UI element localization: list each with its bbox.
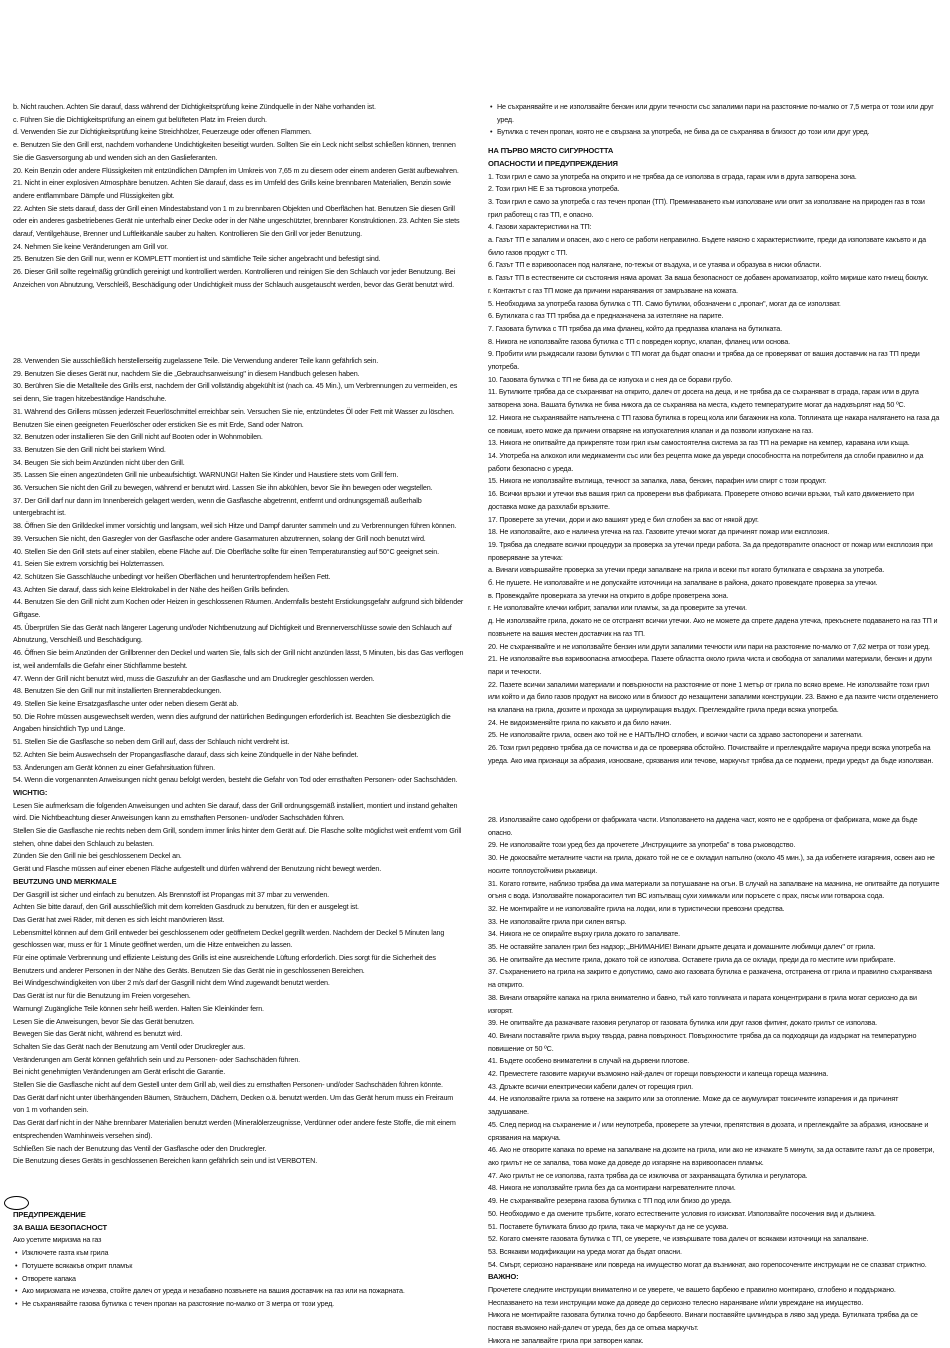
instruction-item: 36. Versuchen Sie nicht den Grill zu bewegen, während er benutzt wird. Lassen Sie ihn abkühlen, bevor Sie ihn bewegen oder wegstellen. bbox=[13, 483, 433, 493]
instruction-item: 31. Während des Grillens müssen jederzeit Feuerlöschmittel erreichbar sein. Versuchen Sie nie, entzündetes Öl oder Fett mit Wasser zu löschen. Benutzen Sie einen geeigneten Feuerlöscher oder ersticken Sie es mit Erde, Sand oder Natron. bbox=[13, 406, 455, 429]
instruction-item: 21. Nicht in einer explosiven Atmosphäre benutzen. Achten Sie darauf, dass es im Umfeld des Grills keine brennbaren Materialien, Benzin sowie andere entflammbare Dämpfe und Flüssigkeiten gibt. bbox=[13, 178, 451, 200]
instruction-item: 20. Не съхранявайте и не използвайте бензин или други запалими течности или пари на разстояние по-малко от 7,62 метра от този уред. bbox=[488, 641, 930, 651]
instruction-item: 21. Не използвайте във взривоопасна атмосфера. Пазете областта около грила чиста и свободна от запалими материали, бензин и други пари и течности. bbox=[488, 654, 932, 676]
instruction-item: 43. Achten Sie darauf, dass sich keine Elektrokabel in der Nähe des heißen Grills befinden. bbox=[13, 584, 290, 594]
instruction-item: 39. Не опитвайте да разкачвате газовия регулатор от газовата бутилка или друг газов фитинг, докато грилът се използва. bbox=[488, 1018, 878, 1028]
instruction-item: 25. Не използвайте грила, освен ако той не е НАПЪЛНО сглобен, и всички части са здраво застопорени и затегнати. bbox=[488, 730, 863, 740]
instruction-item: в. Газът ТП в естествените си състояния няма аромат. За ваша безопасност се добавен ароматизатор, който мирише като гниещ боклук. bbox=[488, 273, 929, 283]
instruction-item: 53. Änderungen am Gerät können zu einer Gefahrsituation führen. bbox=[13, 762, 215, 772]
benutzung-item: Das Gerät ist nur für die Benutzung im Freien vorgesehen. bbox=[13, 991, 191, 1001]
instruction-item: г. Контактът с газ ТП може да причини наранявания от замръзване на кожата. bbox=[488, 285, 738, 295]
safety-heading: ЗА ВАША БЕЗОПАСНОСТ bbox=[13, 1222, 107, 1232]
benutzung-item: Stellen Sie die Gasflasche nicht auf dem Gestell unter dem Grill ab, weil dies zu ernsthaften Personen- und/oder Sachschäden führen könnte. bbox=[13, 1080, 443, 1090]
instruction-item: 35. Не оставяйте запален грил без надзор;.„ВНИМАНИЕ! Винаги дръжте децата и домашните любимци далеч" от грила. bbox=[488, 942, 876, 952]
instruction-item: а. Газът ТП е запалим и опасен, ако с него се работи неправилно. Бъдете наясно с характеристиките, преди да използвате какъвто и да било газов продукт с ТП. bbox=[488, 235, 926, 257]
right-column-block-2 bbox=[488, 814, 940, 1348]
instruction-item: 2. Този грил НЕ Е за търговска употреба. bbox=[488, 184, 620, 194]
warning-heading: ПРЕДУПРЕЖДЕНИЕ bbox=[13, 1210, 86, 1219]
instruction-item: 44. Не използвайте грила за готвене на закрито или за отопление. Може да се акумулират токсичните изпарения и да причинят задушаване. bbox=[488, 1094, 899, 1117]
instruction-item: e. Benutzen Sie den Grill erst, nachdem vorhandene Undichtigkeiten beseitigt wurden. Sollten Sie ein Leck nicht selbst schließen können, trennen Sie die Gasversorgung ab und wenden sich an den Gaslieferanten. bbox=[13, 140, 456, 162]
instruction-item: 45. Überprüfen Sie das Gerät nach längerer Lagerung und/oder Nichtbenutzung auf Dichtigkeit und Brennerverschlüsse sowie den Schlauch auf Abnutzung, Verschleiß und Beschädigung. bbox=[13, 622, 452, 645]
instruction-item: 54. Смърт, сериозно нараняване или повреда на имущество могат да възникнат, ако горепосочените инструкции не се спазват стриктно. bbox=[488, 1259, 927, 1269]
benutzung-item: Warnung! Zugängliche Teile können sehr heiß werden. Halten Sie Kleinkinder fern. bbox=[13, 1003, 264, 1013]
instruction-item: 41. Seien Sie extrem vorsichtig bei Holzterrassen. bbox=[13, 559, 165, 569]
instruction-item: 1. Този грил е само за употреба на открито и не трябва да се използва в сграда, гараж или в друга затворена зона. bbox=[488, 171, 857, 181]
benutzung-item: Das Gerät darf nicht in der Nähe brennbarer Materialien benutzt werden (Mineralölerzeugnisse, Verdünner oder andere feste Stoffe, die mit einem entsprechenden Warnhinweis versehen sind). bbox=[13, 1118, 456, 1140]
instruction-item: 19. Трябва да следвате всички процедури за проверка за утечки преди работа. За да предотвратите опасност от пожар или експлозия при проверяване за утечка: bbox=[488, 539, 933, 562]
instruction-item: 40. Stellen Sie den Grill stets auf einer stabilen, ebene Fläche auf. Die Oberfläche sollte für einen Temperaturanstieg auf 50°C geeignet sein. bbox=[13, 546, 439, 556]
instruction-item: 30. Berühren Sie die Metallteile des Grills erst, nachdem der Grill vollständig abgekühlt ist (nach ca. 45 Min.), um Verbrennungen zu vermeiden, es sei denn, Sie tragen hitzebeständige Handschuhe. bbox=[13, 381, 458, 404]
instruction-item: 15. Никога не използвайте въглища, течност за запалка, лава, бензин, парафин или спирт с този продукт. bbox=[488, 476, 827, 486]
instruction-item: 32. Benutzen oder installieren Sie den Grill nicht auf Booten oder in Wohnmobilen. bbox=[13, 432, 263, 442]
instruction-item: д. Не използвайте грила, докато не се отстранят всички утечки. Ако не можете да спрете дадена утечка, прекъснете подаването на газ ТП и позвънете на вашия местен доставчик на газ ТП. bbox=[488, 616, 938, 638]
bullet-item: • Бутилка с течен пропан, която не е свързана за употреба, не бива да се съхранява в близост до този или друг уред. bbox=[488, 126, 940, 139]
benutzung-item: Das Gerät darf nicht unter überhängenden Bäumen, Sträuchern, Dächern, Decken o.ä. benutzt werden. Um das Gerät herum muss ein Freiraum von 1 m vorhanden sein. bbox=[13, 1092, 454, 1115]
instruction-item: 16. Всички връзки и утечки във вашия грил са проверени във фабриката. Проверете отново всички връзки, тъй като движението при доставка може да разхлаби връзките. bbox=[488, 489, 914, 511]
instruction-item: а. Винаги извършвайте проверка за утечки преди запалване на грила и всеки път когато бутилката е свързана за употреба. bbox=[488, 565, 885, 575]
instruction-item: 30. Не докосвайте металните части на грила, докато той не се е охладил напълно (около 45 мин.), за да избегнете изгаряния, освен ако не носите топлоустойчиви ръкавици. bbox=[488, 853, 935, 875]
bullet-item: • Ако миризмата не изчезва, стойте далеч от уреда и незабавно позвънете на вашия доставчик на газ или на пожарната. bbox=[13, 1285, 465, 1298]
benutzung-item: Die Benutzung dieses Geräts in geschlossenen Bereichen kann gefährlich sein und ist VERBOTEN. bbox=[13, 1156, 318, 1166]
instruction-item: 10. Газовата бутилка с ТП не бива да се изпуска и с нея да се борави грубо. bbox=[488, 374, 733, 384]
instruction-item: 54. Wenn die vorgenannten Anweisungen nicht genau befolgt werden, besteht die Gefahr von Tod oder ernsthaften Personen- oder Sachschäden. bbox=[13, 775, 458, 785]
instruction-item: 33. Не използвайте грила при силен вятър. bbox=[488, 916, 627, 926]
instruction-item: d. Verwenden Sie zur Dichtigkeitsprüfung keine Streichhölzer, Feuerzeuge oder offenen Flammen. bbox=[13, 127, 312, 137]
section-heading-benutzung: BEUTZUNG UND MERKMALE bbox=[13, 876, 117, 886]
bullet-item: • Отворете капака bbox=[13, 1273, 465, 1286]
instruction-item: 41. Бъдете особено внимателни в случай на дървени плотове. bbox=[488, 1056, 690, 1066]
section-heading-wichtig: WICHTIG: bbox=[13, 787, 48, 797]
instruction-item: 38. Öffnen Sie den Grilldeckel immer vorsichtig und langsam, weil sich Hitze und Dampf darunter sammeln und zu Verbrennungen führen können. bbox=[13, 521, 457, 531]
instruction-item: 29. Не използвайте този уред без да прочетете „Инструкциите за употреба" в това ръководство. bbox=[488, 840, 796, 850]
bullet-item: • Не съхранявайте газова бутилка с течен пропан на разстояние по-малко от 3 метра от този уред. bbox=[13, 1298, 465, 1311]
benutzung-item: Bewegen Sie das Gerät nicht, während es benutzt wird. bbox=[13, 1029, 183, 1039]
instruction-item: 49. Не съхранявайте резервна газова бутилка с ТП под или близо до уреда. bbox=[488, 1196, 732, 1206]
instruction-item: г. Не използвайте клечки кибрит, запалки или пламък, за да проверите за утечки. bbox=[488, 603, 747, 613]
wichtig-item: Zünden Sie den Grill nie bei geschlossenem Deckel an. bbox=[13, 851, 182, 861]
benutzung-item: Veränderungen am Gerät können gefährlich sein und zu Personen- oder Sachschäden führen. bbox=[13, 1054, 301, 1064]
instruction-item: 47. Wenn der Grill nicht benutzt wird, muss die Gaszufuhr an der Gasflasche und am Druckregler geschlossen werden. bbox=[13, 673, 375, 683]
instruction-item: 31. Когато готвите, наблизо трябва да има материали за потушаване на огън. В случай на запалване на мазнина, не опитвайте да потушите огъня с вода. Използвайте пожарогасител тип ВС изпълващ сухи химикали или поръсете с прах, пясък или готварска сода. bbox=[488, 878, 940, 901]
instruction-item: 52. Когато сменяте газовата бутилка с ТП, се уверете, че извършвате това далеч от всякакви източници на запалване. bbox=[488, 1234, 869, 1244]
instruction-item: 52. Achten Sie beim Auswechseln der Propangasflasche darauf, dass sich keine Zündquelle in der Nähe befindet. bbox=[13, 749, 359, 759]
instruction-item: 29. Benutzen Sie dieses Gerät nur, nachdem Sie die „Gebrauchsanweisung" in diesem Handbuch gelesen haben. bbox=[13, 368, 360, 378]
instruction-item: 22. Пазете всички запалими материали и повърхности на разстояние от поне 1 метър от грила по всяко време. Не използвайте този грил или който и да било газов продукт на високо или в близост до незащитени запалими конструкции. 23. Важно е да пазите чисти отделението на клапана на грила, дюзите и прохода за циркулиращия въздух. Преглеждайте грила преди всяка употреба. bbox=[488, 679, 938, 715]
instruction-item: 24. Не видоизменяйте грила по какъвто и да било начин. bbox=[488, 717, 672, 727]
instruction-item: 46. Ако не отворите капака по време на запалване на дюзите на грила, или ако не изчакате 5 минути, за да оставите газът да се проветри, ако грилът не се запалва, това може да доведе до изгаряне на взривоопасен пламък. bbox=[488, 1145, 935, 1167]
instruction-item: 6. Бутилката с газ ТП трябва да е предназначена за изтегляне на парите. bbox=[488, 311, 724, 321]
instruction-item: 28. Използвайте само одобрени от фабриката части. Използването на дадена част, която не е одобрена от фабриката, може да бъде опасно. bbox=[488, 815, 918, 837]
left-column-warning-section bbox=[13, 1209, 465, 1311]
benutzung-item: Lesen Sie die Anweisungen, bevor Sie das Gerät benutzen. bbox=[13, 1016, 195, 1026]
benutzung-item: Schließen Sie nach der Benutzung das Ventil der Gasflasche oder den Druckregler. bbox=[13, 1143, 267, 1153]
benutzung-item: Bei Windgeschwindigkeiten von über 2 m/s darf der Gasgrill nicht dem Wind zugewandt benutzt werden. bbox=[13, 978, 330, 988]
important-item: Никога не монтирайте газовата бутилка точно до барбекюто. Винаги поставяйте цилиндъра в ляво зад уреда. Бутилката трябва да се поставя възможно най-далеч от уреда, без да се опъва маркучът. bbox=[488, 1310, 918, 1333]
instruction-item: 51. Stellen Sie die Gasflasche so neben dem Grill auf, dass der Schlauch nicht verdreht ist. bbox=[13, 737, 290, 747]
instruction-item: 20. Kein Benzin oder andere Flüssigkeiten mit entzündlichen Dämpfen im Umkreis von 7,65 m zu diesem oder einem anderen Gerät aufbewahren. bbox=[13, 165, 459, 175]
instruction-item: 13. Никога не опитвайте да прикрепяте този грил към самостоятелна система за газ ТП на ремарке на кемпер, каравана или къща. bbox=[488, 438, 910, 448]
important-item: Прочетете следните инструкции внимателно и се уверете, че вашето барбекю е правилно монтирано, сглобено и поддържано. Неспазването на тези инструкции може да доведе до сериозно телесно нараняване и/или увреждане на имущество. bbox=[488, 1285, 896, 1307]
instruction-item: 37. Съхранението на грила на закрито е допустимо, само ако газовата бутилка е разкачена, отстранена от грила и правилно съхранявана на открито. bbox=[488, 967, 932, 990]
instruction-item: 5. Необходима за употреба газова бутилка с ТП. Само бутилки, обозначени с „пропан", могат да се използват. bbox=[488, 298, 841, 308]
instruction-item: 11. Бутилките трябва да се съхраняват на открито, далеч от досега на деца, и не трябва да се съхраняват в сграда, гараж или в друга затворена зона. Вашата бутилка не бива никога да се съхранява на места, където температурите могат да надхвърлят над 50 ºC. bbox=[488, 387, 919, 410]
instruction-item: 24. Nehmen Sie keine Veränderungen am Grill vor. bbox=[13, 241, 169, 251]
instruction-item: 48. Никога не използвайте грила без да са монтирани нагревателните плочи. bbox=[488, 1183, 736, 1193]
instruction-item: 39. Versuchen Sie nicht, den Gasregler von der Gasflasche oder andere Gasarmaturen abzutrennen, solang der Grill noch benutzt wird. bbox=[13, 533, 426, 543]
instruction-item: 14. Употреба на алкохол или медикаменти със или без рецепта може да увреди способността на потребителя да сглоби правилно и да работи безопасно с уреда. bbox=[488, 450, 924, 473]
benutzung-item: Für eine optimale Verbrennung und effiziente Leistung des Grills ist eine ausreichende Lüftung erforderlich. Dies sorgt für die Sicherheit des Benutzers und anderer Personen in der Nähe des Geräts. Benutzen Sie das Gerät nie in geschlossenen Bereichen. bbox=[13, 953, 436, 975]
instruction-item: 38. Винаги отваряйте капака на грила внимателно и бавно, тъй като топлината и парата концентрирани в грила могат сериозно да ви изгорят. bbox=[488, 992, 917, 1015]
instruction-item: 12. Никога не съхранявайте напълнена с ТП газова бутилка в горещ кола или багажник на кола. Топлината ще накара налягането на газа да се повиши, което може да причини отваряне на изпускателния клапан и да позволи изпускане на газ. bbox=[488, 412, 940, 435]
wichtig-item: Gerät und Flasche müssen auf einer ebenen Fläche aufgestellt und dürfen während der Benutzung nicht bewegt werden. bbox=[13, 864, 382, 874]
benutzung-item: Der Gasgrill ist sicher und einfach zu benutzen. Als Brennstoff ist Propangas mit 37 mbar zu verwenden. bbox=[13, 889, 330, 899]
right-column-block-1 bbox=[488, 101, 940, 768]
instruction-item: 4. Газови характеристики на ТП: bbox=[488, 222, 592, 232]
warning-oval-mark bbox=[4, 1196, 29, 1210]
instruction-item: 51. Поставете бутилката близо до грила, така че маркучът да не се усуква. bbox=[488, 1221, 729, 1231]
bullet-item: • Потушете всякакъв открит пламък bbox=[13, 1260, 465, 1273]
instruction-item: 17. Проверете за утечки, дори и ако вашият уред е бил сглобен за вас от някой друг. bbox=[488, 514, 759, 524]
instruction-item: 45. След период на съхранение и / или неупотреба, проверете за утечки, препятствия в дюзата, и преглеждайте за абразия, износване и срязвания на маркуча. bbox=[488, 1119, 929, 1142]
section-heading-safety-first: НА ПЪРВО МЯСТО СИГУРНОСТТА bbox=[488, 146, 614, 156]
bullet-item: • Изключете газта към грила bbox=[13, 1247, 465, 1260]
important-item: Никога не запалвайте грила при затворен капак. bbox=[488, 1335, 644, 1345]
instruction-item: b. Nicht rauchen. Achten Sie darauf, dass während der Dichtigkeitsprüfung keine Zündquelle in der Nähe vorhanden ist. bbox=[13, 102, 376, 111]
left-column-block-1 bbox=[13, 101, 465, 292]
gas-smell-intro: Ако усетите миризма на газ bbox=[13, 1235, 102, 1245]
wichtig-item: Lesen Sie aufmerksam die folgenden Anweisungen und achten Sie darauf, dass der Grill ordnungsgemäß installiert, montiert und instand gehalten wird. Die Nichtbeachtung dieser Anweisungen kann zu ernsthaften Personen- und/oder Sachschäden führen. bbox=[13, 800, 458, 823]
section-heading-dangers: ОПАСНОСТИ И ПРЕДУПРЕЖДЕНИЯ bbox=[488, 158, 618, 168]
instruction-item: 48. Benutzen Sie den Grill nur mit installierten Brennerabdeckungen. bbox=[13, 686, 222, 696]
benutzung-item: Achten Sie bitte darauf, den Grill ausschließlich mit dem korrekten Gasdruck zu benutzen, für den er ausgelegt ist. bbox=[13, 902, 359, 912]
benutzung-item: Lebensmittel können auf dem Grill entweder bei geschlossenem oder geöffnetem Deckel gegrillt werden. Nachdem der Deckel 5 Minuten lang geschlossen war, muss er für 1 Minute geöffnet werden, um die Hitze entweichen zu lassen. bbox=[13, 927, 445, 950]
instruction-item: 53. Всякакви модификации на уреда могат да бъдат опасни. bbox=[488, 1246, 682, 1256]
benutzung-item: Bei nicht genehmigten Veränderungen am Gerät erlischt die Garantie. bbox=[13, 1067, 226, 1077]
instruction-item: 22. Achten Sie stets darauf, dass der Grill einen Mindestabstand von 1 m zu brennbaren Objekten und Oberflächen hat. Benutzen Sie diesen Grill oder ein anderes gasbetriebenes Gerät nie unterhalb einer Decke oder in der Nähe ungeschützter, brennbarer Konstruktionen. 23. Achten Sie stets darauf, Ventilgehäuse, Brenner und Luftleitkanäle sauber zu halten. Kontrollieren Sie den Grill vor jeder Benutzung. bbox=[13, 203, 460, 239]
instruction-item: 43. Дръжте всички електрически кабели далеч от горещия грил. bbox=[488, 1081, 693, 1091]
instruction-item: 18. Не използвайте, ако е налична утечка на газ. Газовите утечки могат да причинят пожар или експлозия. bbox=[488, 527, 830, 537]
instruction-item: б. Газът ТП е взривоопасен под налягане, по-тежък от въздуха, и се утаява и образува в ниски области. bbox=[488, 260, 822, 270]
instruction-item: 35. Lassen Sie einen angezündeten Grill nie unbeaufsichtigt. WARNUNG! Halten Sie Kinder und Haustiere stets vom Grill fern. bbox=[13, 470, 399, 480]
instruction-item: 9. Пробити или ръждясали газови бутилки с ТП могат да бъдат опасни и трябва да се проверяват от вашия доставчик на газ ТП преди употреба. bbox=[488, 349, 920, 372]
instruction-item: 33. Benutzen Sie den Grill nicht bei starkem Wind. bbox=[13, 444, 166, 454]
instruction-item: 36. Не опитвайте да местите грила, докато той се използва. Оставете грила да се охлади, преди да го местите или прибирате. bbox=[488, 954, 896, 964]
instruction-item: 34. Никога не се опирайте върху грила докато го запалвате. bbox=[488, 929, 680, 939]
instruction-item: 34. Beugen Sie sich beim Anzünden nicht über den Grill. bbox=[13, 457, 185, 467]
instruction-item: 50. Необходимо е да смените тръбите, когато естествените условия го изискват. Използвайте посочения вид и дължина. bbox=[488, 1208, 876, 1218]
instruction-item: в. Провеждайте проверката за утечки на открито в добре проветрена зона. bbox=[488, 590, 729, 600]
wichtig-item: Stellen Sie die Gasflasche nie rechts neben dem Grill, sondern immer links hinter dem Gerät auf. Die Flasche sollte möglichst weit entfernt vom Grill stehen, ohne dabei den Schlauch zu belasten. bbox=[13, 826, 462, 848]
instruction-item: 46. Öffnen Sie beim Anzünden der Grillbrenner den Deckel und warten Sie, falls sich der Grill nicht anzünden lässt, 5 Minuten, bis das Gas verflogen ist, weil andernfalls die Gefahr einer Stichflamme besteht. bbox=[13, 648, 464, 670]
left-column-block-2 bbox=[13, 355, 465, 1168]
section-heading-important: ВАЖНО: bbox=[488, 1272, 519, 1282]
instruction-item: 7. Газовата бутилка с ТП трябва да има фланец, който да предпазва клапана на бутилката. bbox=[488, 323, 782, 333]
instruction-item: 47. Ако грилът не се използва, газта трябва да се изключва от захранващата бутилка и регулатора. bbox=[488, 1170, 808, 1180]
instruction-item: 49. Stellen Sie keine Ersatzgasflasche unter oder neben diesem Gerät ab. bbox=[13, 698, 239, 708]
instruction-item: 37. Der Grill darf nur dann im Innenbereich gelagert werden, wenn die Gasflasche abgetrennt, entfernt und ordnungsgemäß außerhalb untergebracht ist. bbox=[13, 495, 422, 518]
instruction-item: 42. Schützen Sie Gasschläuche unbedingt vor heißen Oberflächen und heruntertropfendem heißen Fett. bbox=[13, 571, 331, 581]
instruction-item: 32. Не монтирайте и не използвайте грила на лодки, или в туристически превозни средства. bbox=[488, 903, 785, 913]
instruction-item: 50. Die Rohre müssen ausgewechselt werden, wenn dies aufgrund der natürlichen Bedingungen erforderlich ist. Beachten Sie diesbezüglich die Angaben hinsichtlich Typ und Länge. bbox=[13, 711, 451, 734]
benutzung-item: Schalten Sie das Gerät nach der Benutzung am Ventil oder Druckregler aus. bbox=[13, 1041, 245, 1051]
benutzung-item: Das Gerät hat zwei Räder, mit denen es sich leicht manövrieren lässt. bbox=[13, 914, 225, 924]
bullet-item: • Не съхранявайте и не използвайте бензин или други течности със запалими пари на разстояние по-малко от 7,5 метра от този или друг уред. bbox=[488, 101, 940, 126]
instruction-item: 44. Benutzen Sie den Grill nicht zum Kochen oder Heizen in geschlossenen Räumen. Andernfalls besteht Erstickungsgefahr aufgrund sich bildender Giftgase. bbox=[13, 597, 464, 620]
instruction-item: 3. Този грил е само за употреба с газ течен пропан (ТП). Преминаването към използване или опит за използване на природен газ в този грил работещ с газ ТП, е опасно. bbox=[488, 196, 925, 219]
instruction-item: 8. Никога не използвайте газова бутилка с ТП с повреден корпус, клапан, фланец или основа. bbox=[488, 336, 790, 346]
instruction-item: 28. Verwenden Sie ausschließlich herstellerseitig zugelassene Teile. Die Verwendung anderer Teile kann gefährlich sein. bbox=[13, 356, 379, 365]
instruction-item: 40. Винаги поставяйте грила върху твърда, равна повърхност. Повърхностите трябва да са подходящи да издържат на температурно повишение от 50 ºC. bbox=[488, 1030, 917, 1053]
instruction-item: 25. Benutzen Sie den Grill nur, wenn er KOMPLETT montiert ist und sämtliche Teile sicher angebracht und befestigt sind. bbox=[13, 254, 381, 264]
instruction-item: 26. Този грил редовно трябва да се почиства и да се проверява обстойно. Почиствайте и преглеждайте маркуча преди всяка употреба на уреда. Ако има признаци за абразия, износване, срязвания или течове, маркучът трябва да се подмени, преди уредът да бъде използван. bbox=[488, 743, 934, 765]
instruction-item: c. Führen Sie die Dichtigkeitsprüfung an einem gut belüfteten Platz im Freien durch. bbox=[13, 114, 267, 124]
instruction-item: 42. Преместете газовите маркучи възможно най-далеч от горещи повърхности и капеща гореща мазнина. bbox=[488, 1069, 829, 1079]
instruction-item: б. Не пушете. Не използвайте и не допускайте източници на запалване в района, докато провеждате проверка за утечки. bbox=[488, 578, 878, 588]
instruction-item: 26. Dieser Grill sollte regelmäßig gründlich gereinigt und kontrolliert werden. Kontrollieren und reinigen Sie den Schlauch vor jeder Benutzung. Bei Anzeichen von Abnutzung, Verschleiß, Beschädigung oder Undichtigkeit muss der Schlauch ausgetauscht werden, bevor das Gerät benutzt wird. bbox=[13, 267, 456, 289]
